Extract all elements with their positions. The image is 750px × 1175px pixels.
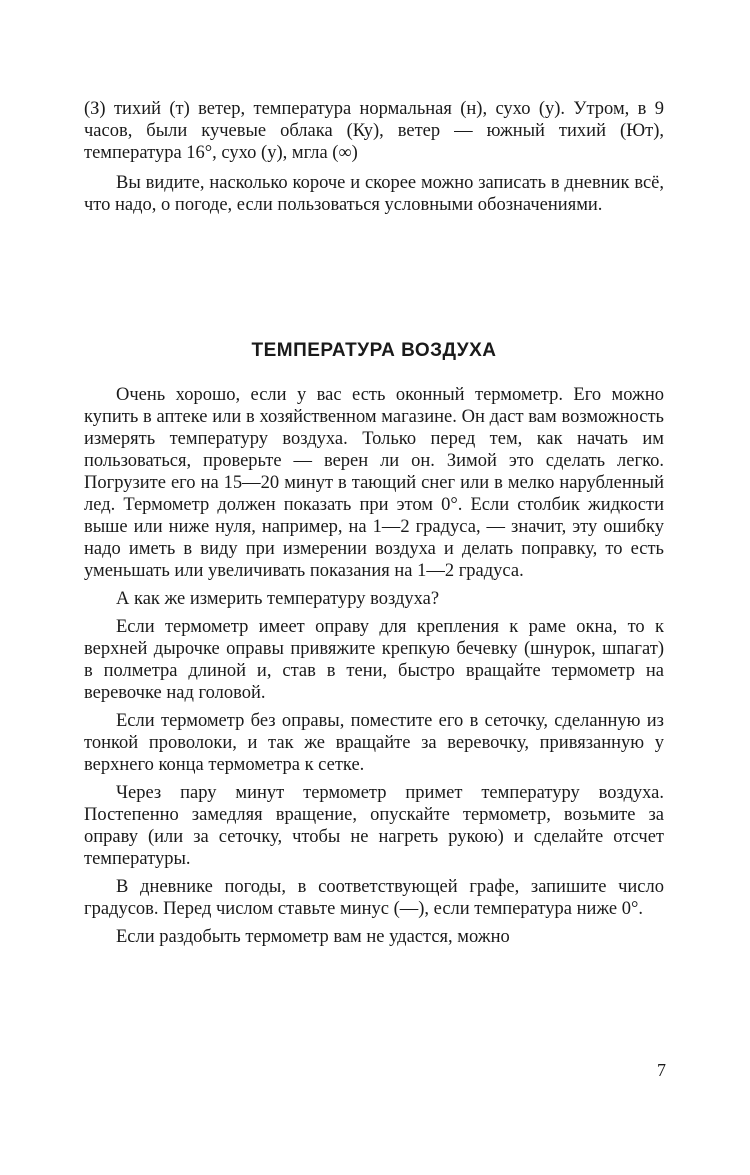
section-body bbox=[84, 384, 664, 954]
paragraph: Если термометр без оправы, поместите его в сеточку, сделанную из тонкой проволоки, и так же вращайте за веревочку, привязанную у верхнего конца термометра к сетке. bbox=[84, 711, 664, 775]
page-number: 7 bbox=[657, 1060, 666, 1080]
paragraph: Вы видите, насколько короче и скорее можно записать в дневник всё, что надо, о погоде, если пользоваться условными обозначениями. bbox=[84, 173, 664, 215]
paragraph: Если раздобыть термометр вам не удастся, можно bbox=[116, 927, 510, 947]
section-title: ТЕМПЕРАТУРА ВОЗДУХА bbox=[251, 340, 497, 361]
paragraph: Очень хорошо, если у вас есть оконный термометр. Его можно купить в аптеке или в хозяйственном магазине. Он даст вам возможность измерять температуру воздуха. Только перед тем, как начать им пользоваться, проверьте — верен ли он. Зимой это сделать легко. Погрузите его на 15—20 минут в тающий снег или в мелко нарубленный лед. Термометр должен показать при этом 0°. Если столбик жидкости выше или ниже нуля, например, на 1—2 градуса, — значит, эту ошибку надо иметь в виду при измерении воздуха и делать поправку, то есть уменьшать или увеличивать показания на 1—2 градуса. bbox=[84, 385, 664, 581]
paragraph: Через пару минут термометр примет температуру воздуха. Постепенно замедляя вращение, опускайте термометр, возьмите за оправу (или за сеточку, чтобы не нагреть рукою) и сделайте отсчет температуры. bbox=[84, 783, 664, 869]
paragraph: А как же измерить температуру воздуха? bbox=[116, 589, 440, 609]
paragraph: В дневнике погоды, в соответствующей графе, запишите число градусов. Перед числом ставьте минус (—), если температура ниже 0°. bbox=[84, 877, 664, 919]
intro-text bbox=[84, 98, 664, 224]
paragraph: Если термометр имеет оправу для крепления к раме окна, то к верхней дырочке оправы привяжите крепкую бечевку (шнурок, шпагат) в полметра длиной и, став в тени, быстро вращайте термометр на веревочке над головой. bbox=[84, 617, 664, 703]
paragraph: (З) тихий (т) ветер, температура нормальная (н), сухо (у). Утром, в 9 часов, были кучевые облака (Ку), ветер — южный тихий (Ют), температура 16°, сухо (у), мгла (∞) bbox=[84, 99, 664, 163]
